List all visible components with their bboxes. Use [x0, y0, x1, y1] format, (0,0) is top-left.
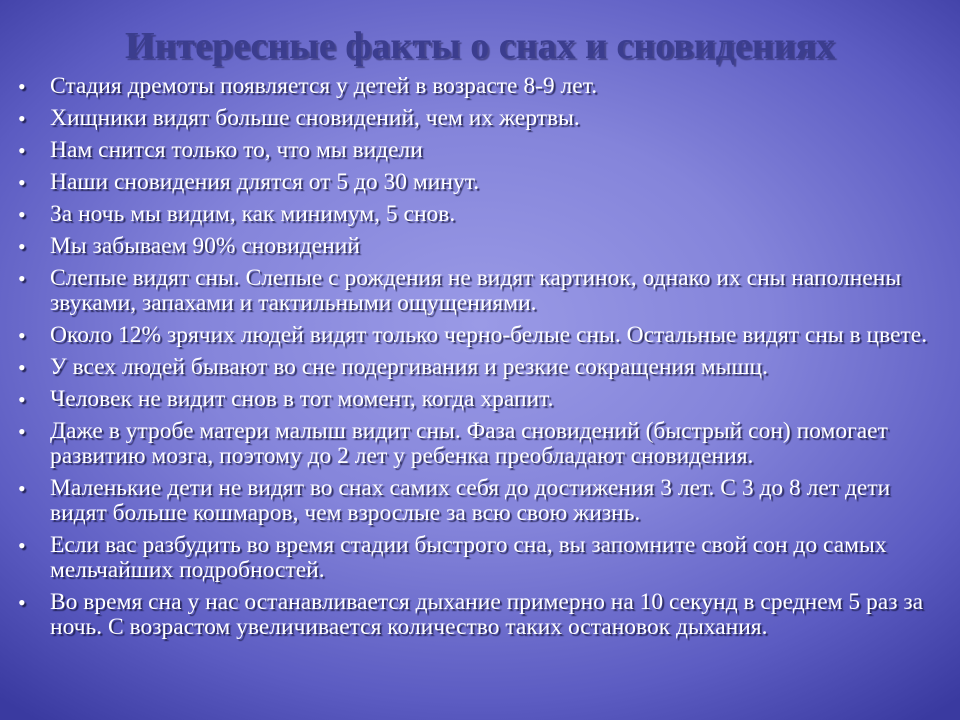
facts-list: [14, 74, 939, 647]
bullet-icon: •: [18, 419, 26, 444]
fact-text: Стадия дремоты появляется у детей в возрасте 8-9 лет.: [50, 73, 598, 99]
fact-text: Нам снится только то, что мы видели: [50, 137, 423, 163]
bullet-icon: •: [18, 355, 26, 380]
bullet-icon: •: [18, 266, 26, 291]
fact-item: [14, 533, 939, 583]
fact-text: Около 12% зрячих людей видят только черно-белые сны. Остальные видят сны в цвете.: [50, 322, 928, 348]
fact-text: Хищники видят больше сновидений, чем их жертвы.: [50, 105, 580, 131]
fact-text: Мы забываем 90% сновидений: [50, 233, 360, 259]
slide-title: Интересные факты о снах и сновидениях: [124, 25, 836, 67]
bullet-icon: •: [18, 74, 26, 99]
bullet-icon: •: [18, 387, 26, 412]
fact-item: [14, 355, 939, 380]
fact-item: [14, 106, 939, 131]
fact-item: [14, 323, 939, 348]
fact-item: [14, 590, 939, 640]
fact-text: Во время сна у нас останавливается дыхание примерно на 10 секунд в среднем 5 раз за ночь. С возрастом увеличивается количество таких остановок дыхания.: [50, 589, 924, 640]
bullet-icon: •: [18, 138, 26, 163]
bullet-icon: •: [18, 106, 26, 131]
fact-item: [14, 138, 939, 163]
fact-item: [14, 419, 939, 469]
fact-text: Если вас разбудить во время стадии быстрого сна, вы запомните свой сон до самых мельчайших подробностей.: [50, 532, 887, 583]
fact-item: [14, 476, 939, 526]
fact-item: [14, 234, 939, 259]
bullet-icon: •: [18, 533, 26, 558]
fact-item: [14, 74, 939, 99]
fact-text: Человек не видит снов в тот момент, когда храпит.: [50, 386, 554, 412]
fact-item: [14, 266, 939, 316]
fact-text: Даже в утробе матери малыш видит сны. Фаза сновидений (быстрый сон) помогает развитию мозга, поэтому до 2 лет у ребенка преобладают сновидения.: [50, 418, 888, 469]
fact-text: Слепые видят сны. Слепые с рождения не видят картинок, однако их сны наполнены звуками, запахами и тактильными ощущениями.: [50, 265, 902, 316]
bullet-icon: •: [18, 234, 26, 259]
fact-text: Наши сновидения длятся от 5 до 30 минут.: [50, 169, 480, 195]
fact-text: За ночь мы видим, как минимум, 5 снов.: [50, 201, 456, 227]
bullet-icon: •: [18, 170, 26, 195]
fact-item: [14, 170, 939, 195]
bullet-icon: •: [18, 476, 26, 501]
bullet-icon: •: [18, 202, 26, 227]
bullet-icon: •: [18, 590, 26, 615]
fact-text: Маленькие дети не видят во снах самих себя до достижения 3 лет. С 3 до 8 лет дети видят больше кошмаров, чем взрослые за всю свою жизнь.: [50, 475, 891, 526]
bullet-icon: •: [18, 323, 26, 348]
fact-text: У всех людей бывают во сне подергивания и резкие сокращения мышц.: [50, 354, 768, 380]
fact-item: [14, 387, 939, 412]
fact-item: [14, 202, 939, 227]
